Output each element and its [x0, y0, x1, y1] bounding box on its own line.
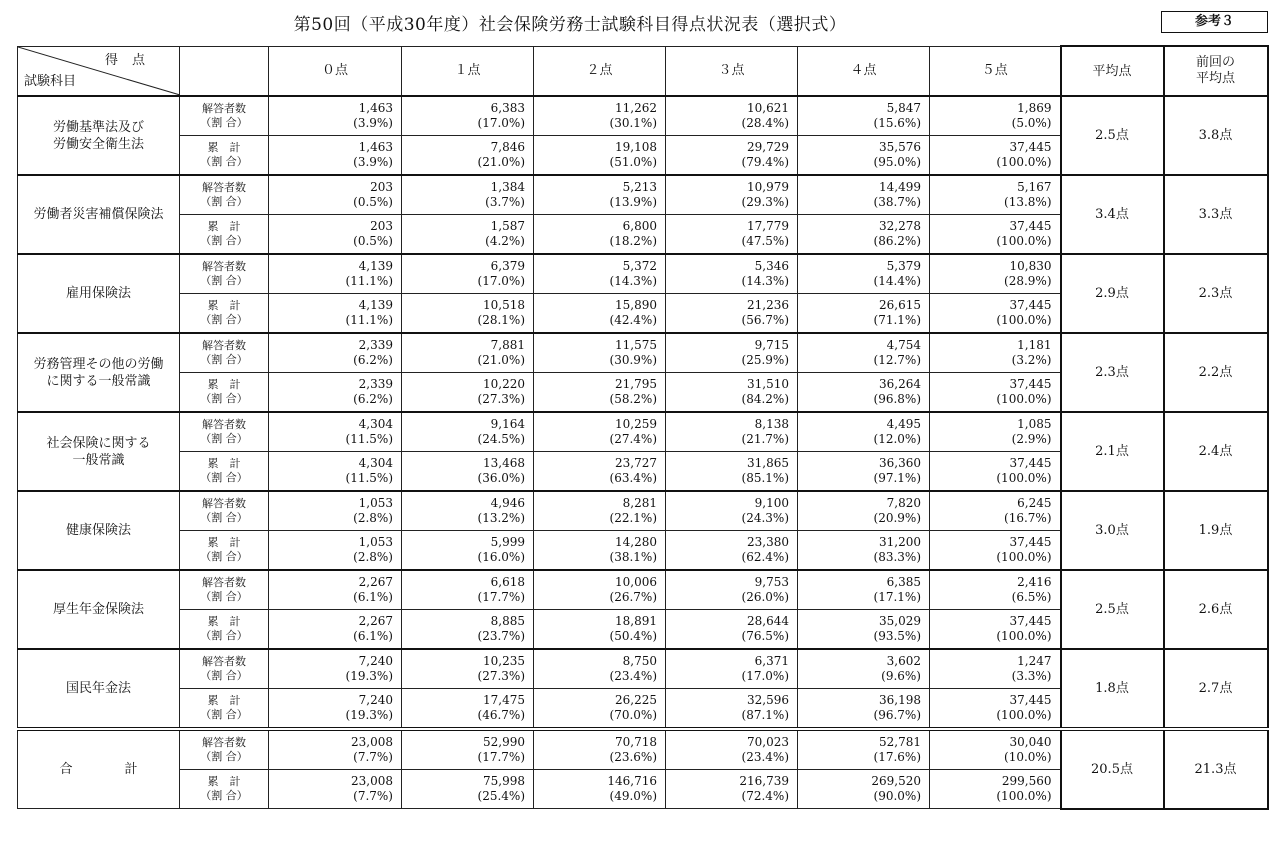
average-score: 2.5点 — [1061, 570, 1164, 649]
reference-label: 参考３ — [1161, 11, 1268, 33]
cumulative-count-cell: 36,360 (97.1%) — [798, 452, 930, 492]
row-label-answer: 解答者数 （割 合） — [180, 333, 269, 373]
cumulative-count-cell: 21,795 (58.2%) — [534, 373, 666, 413]
answer-count-cell: 1,053 (2.8%) — [269, 491, 402, 531]
answer-count-cell: 8,138 (21.7%) — [666, 412, 798, 452]
answer-count-cell: 3,602 (9.6%) — [798, 649, 930, 689]
row-label-cumulative: 累 計 （割 合） — [180, 610, 269, 650]
cumulative-count-cell: 21,236 (56.7%) — [666, 294, 798, 334]
subject-name: 労働者災害補償保険法 — [18, 175, 180, 254]
answer-count-cell: 23,008 (7.7%) — [269, 729, 402, 770]
row-label-header — [180, 46, 269, 96]
answer-count-cell: 6,371 (17.0%) — [666, 649, 798, 689]
cumulative-count-cell: 32,596 (87.1%) — [666, 689, 798, 730]
row-label-cumulative: 累 計 （割 合） — [180, 452, 269, 492]
cumulative-count-cell: 18,891 (50.4%) — [534, 610, 666, 650]
average-score: 3.0点 — [1061, 491, 1164, 570]
table-row — [18, 96, 1268, 136]
subject-name: 労務管理その他の労働 に関する一般常識 — [18, 333, 180, 412]
answer-count-cell: 11,262 (30.1%) — [534, 96, 666, 136]
answer-count-cell: 7,820 (20.9%) — [798, 491, 930, 531]
table-row — [18, 491, 1268, 531]
answer-count-cell: 4,946 (13.2%) — [402, 491, 534, 531]
cumulative-count-cell: 37,445 (100.0%) — [930, 610, 1061, 650]
cumulative-count-cell: 14,280 (38.1%) — [534, 531, 666, 571]
corner-score-label: 得点 — [104, 52, 159, 68]
table-row — [18, 333, 1268, 373]
answer-count-cell: 8,281 (22.1%) — [534, 491, 666, 531]
cumulative-count-cell: 75,998 (25.4%) — [402, 770, 534, 809]
cumulative-count-cell: 1,587 (4.2%) — [402, 215, 534, 255]
table-row — [18, 570, 1268, 610]
cumulative-count-cell: 37,445 (100.0%) — [930, 294, 1061, 334]
corner-cell — [18, 46, 180, 96]
cumulative-count-cell: 35,576 (95.0%) — [798, 136, 930, 176]
previous-average-score: 2.7点 — [1164, 649, 1268, 729]
cumulative-count-cell: 17,475 (46.7%) — [402, 689, 534, 730]
row-label-cumulative: 累 計 （割 合） — [180, 136, 269, 176]
table-row — [18, 649, 1268, 689]
answer-count-cell: 6,618 (17.7%) — [402, 570, 534, 610]
answer-count-cell: 5,379 (14.4%) — [798, 254, 930, 294]
answer-count-cell: 1,869 (5.0%) — [930, 96, 1061, 136]
answer-count-cell: 2,339 (6.2%) — [269, 333, 402, 373]
average-header: 平均点 — [1061, 46, 1164, 96]
row-label-answer: 解答者数 （割 合） — [180, 729, 269, 770]
row-label-answer: 解答者数 （割 合） — [180, 175, 269, 215]
answer-count-cell: 30,040 (10.0%) — [930, 729, 1061, 770]
cumulative-count-cell: 31,200 (83.3%) — [798, 531, 930, 571]
score-header-3: ３点 — [666, 46, 798, 96]
answer-count-cell: 5,167 (13.8%) — [930, 175, 1061, 215]
subject-name: 国民年金法 — [18, 649, 180, 729]
answer-count-cell: 9,164 (24.5%) — [402, 412, 534, 452]
score-table — [17, 45, 1269, 810]
table-body — [18, 96, 1268, 809]
answer-count-cell: 5,346 (14.3%) — [666, 254, 798, 294]
cumulative-count-cell: 146,716 (49.0%) — [534, 770, 666, 809]
cumulative-count-cell: 37,445 (100.0%) — [930, 215, 1061, 255]
answer-count-cell: 10,621 (28.4%) — [666, 96, 798, 136]
cumulative-count-cell: 35,029 (93.5%) — [798, 610, 930, 650]
header-row — [18, 46, 1268, 96]
cumulative-count-cell: 26,615 (71.1%) — [798, 294, 930, 334]
average-score: 20.5点 — [1061, 729, 1164, 809]
answer-count-cell: 9,715 (25.9%) — [666, 333, 798, 373]
answer-count-cell: 11,575 (30.9%) — [534, 333, 666, 373]
answer-count-cell: 4,754 (12.7%) — [798, 333, 930, 373]
previous-average-score: 2.2点 — [1164, 333, 1268, 412]
answer-count-cell: 1,384 (3.7%) — [402, 175, 534, 215]
average-score: 2.5点 — [1061, 96, 1164, 175]
answer-count-cell: 1,247 (3.3%) — [930, 649, 1061, 689]
row-label-answer: 解答者数 （割 合） — [180, 96, 269, 136]
cumulative-count-cell: 36,264 (96.8%) — [798, 373, 930, 413]
answer-count-cell: 6,379 (17.0%) — [402, 254, 534, 294]
answer-count-cell: 10,006 (26.7%) — [534, 570, 666, 610]
cumulative-count-cell: 13,468 (36.0%) — [402, 452, 534, 492]
answer-count-cell: 1,181 (3.2%) — [930, 333, 1061, 373]
subject-name: 雇用保険法 — [18, 254, 180, 333]
answer-count-cell: 7,240 (19.3%) — [269, 649, 402, 689]
row-label-cumulative: 累 計 （割 合） — [180, 689, 269, 730]
answer-count-cell: 70,023 (23.4%) — [666, 729, 798, 770]
answer-count-cell: 10,979 (29.3%) — [666, 175, 798, 215]
previous-average-score: 3.3点 — [1164, 175, 1268, 254]
cumulative-count-cell: 15,890 (42.4%) — [534, 294, 666, 334]
corner-subject-label: 試験科目 — [24, 73, 77, 89]
cumulative-count-cell: 28,644 (76.5%) — [666, 610, 798, 650]
answer-count-cell: 9,753 (26.0%) — [666, 570, 798, 610]
cumulative-count-cell: 6,800 (18.2%) — [534, 215, 666, 255]
row-label-answer: 解答者数 （割 合） — [180, 254, 269, 294]
cumulative-count-cell: 37,445 (100.0%) — [930, 452, 1061, 492]
cumulative-count-cell: 36,198 (96.7%) — [798, 689, 930, 730]
cumulative-count-cell: 37,445 (100.0%) — [930, 531, 1061, 571]
cumulative-count-cell: 19,108 (51.0%) — [534, 136, 666, 176]
answer-count-cell: 6,385 (17.1%) — [798, 570, 930, 610]
answer-count-cell: 5,213 (13.9%) — [534, 175, 666, 215]
row-label-cumulative: 累 計 （割 合） — [180, 215, 269, 255]
previous-average-score: 2.4点 — [1164, 412, 1268, 491]
cumulative-count-cell: 29,729 (79.4%) — [666, 136, 798, 176]
row-label-answer: 解答者数 （割 合） — [180, 649, 269, 689]
previous-average-score: 21.3点 — [1164, 729, 1268, 809]
answer-count-cell: 7,881 (21.0%) — [402, 333, 534, 373]
table-row — [18, 254, 1268, 294]
score-header-0: ０点 — [269, 46, 402, 96]
answer-count-cell: 52,781 (17.6%) — [798, 729, 930, 770]
answer-count-cell: 4,304 (11.5%) — [269, 412, 402, 452]
cumulative-count-cell: 7,240 (19.3%) — [269, 689, 402, 730]
answer-count-cell: 203 (0.5%) — [269, 175, 402, 215]
answer-count-cell: 6,383 (17.0%) — [402, 96, 534, 136]
cumulative-count-cell: 37,445 (100.0%) — [930, 373, 1061, 413]
cumulative-count-cell: 32,278 (86.2%) — [798, 215, 930, 255]
cumulative-count-cell: 26,225 (70.0%) — [534, 689, 666, 730]
answer-count-cell: 2,416 (6.5%) — [930, 570, 1061, 610]
subject-name: 健康保険法 — [18, 491, 180, 570]
cumulative-count-cell: 10,518 (28.1%) — [402, 294, 534, 334]
total-label: 合 計 — [18, 729, 180, 809]
cumulative-count-cell: 2,267 (6.1%) — [269, 610, 402, 650]
previous-average-score: 1.9点 — [1164, 491, 1268, 570]
score-header-2: ２点 — [534, 46, 666, 96]
cumulative-count-cell: 203 (0.5%) — [269, 215, 402, 255]
row-label-cumulative: 累 計 （割 合） — [180, 531, 269, 571]
answer-count-cell: 1,463 (3.9%) — [269, 96, 402, 136]
cumulative-count-cell: 4,304 (11.5%) — [269, 452, 402, 492]
row-label-cumulative: 累 計 （割 合） — [180, 373, 269, 413]
answer-count-cell: 14,499 (38.7%) — [798, 175, 930, 215]
answer-count-cell: 10,830 (28.9%) — [930, 254, 1061, 294]
cumulative-count-cell: 216,739 (72.4%) — [666, 770, 798, 809]
cumulative-count-cell: 10,220 (27.3%) — [402, 373, 534, 413]
subject-name: 社会保険に関する 一般常識 — [18, 412, 180, 491]
answer-count-cell: 4,139 (11.1%) — [269, 254, 402, 294]
answer-count-cell: 10,235 (27.3%) — [402, 649, 534, 689]
answer-count-cell: 8,750 (23.4%) — [534, 649, 666, 689]
row-label-answer: 解答者数 （割 合） — [180, 570, 269, 610]
cumulative-count-cell: 31,865 (85.1%) — [666, 452, 798, 492]
score-header-1: １点 — [402, 46, 534, 96]
answer-count-cell: 10,259 (27.4%) — [534, 412, 666, 452]
subject-name: 厚生年金保険法 — [18, 570, 180, 649]
row-label-cumulative: 累 計 （割 合） — [180, 294, 269, 334]
cumulative-count-cell: 299,560 (100.0%) — [930, 770, 1061, 809]
table-row — [18, 729, 1268, 770]
answer-count-cell: 52,990 (17.7%) — [402, 729, 534, 770]
answer-count-cell: 5,847 (15.6%) — [798, 96, 930, 136]
average-score: 2.9点 — [1061, 254, 1164, 333]
previous-average-score: 2.6点 — [1164, 570, 1268, 649]
cumulative-count-cell: 23,727 (63.4%) — [534, 452, 666, 492]
cumulative-count-cell: 5,999 (16.0%) — [402, 531, 534, 571]
answer-count-cell: 6,245 (16.7%) — [930, 491, 1061, 531]
answer-count-cell: 2,267 (6.1%) — [269, 570, 402, 610]
row-label-answer: 解答者数 （割 合） — [180, 412, 269, 452]
answer-count-cell: 9,100 (24.3%) — [666, 491, 798, 531]
row-label-answer: 解答者数 （割 合） — [180, 491, 269, 531]
cumulative-count-cell: 37,445 (100.0%) — [930, 689, 1061, 730]
cumulative-count-cell: 1,053 (2.8%) — [269, 531, 402, 571]
page-title: 第50回（平成30年度）社会保険労務士試験科目得点状況表（選択式） — [293, 15, 847, 35]
average-score: 2.1点 — [1061, 412, 1164, 491]
cumulative-count-cell: 23,008 (7.7%) — [269, 770, 402, 809]
row-label-cumulative: 累 計 （割 合） — [180, 770, 269, 809]
cumulative-count-cell: 17,779 (47.5%) — [666, 215, 798, 255]
answer-count-cell: 5,372 (14.3%) — [534, 254, 666, 294]
cumulative-count-cell: 31,510 (84.2%) — [666, 373, 798, 413]
cumulative-count-cell: 8,885 (23.7%) — [402, 610, 534, 650]
score-header-5: ５点 — [930, 46, 1061, 96]
subject-name: 労働基準法及び 労働安全衛生法 — [18, 96, 180, 175]
cumulative-count-cell: 37,445 (100.0%) — [930, 136, 1061, 176]
average-score: 3.4点 — [1061, 175, 1164, 254]
score-header-4: ４点 — [798, 46, 930, 96]
answer-count-cell: 70,718 (23.6%) — [534, 729, 666, 770]
cumulative-count-cell: 269,520 (90.0%) — [798, 770, 930, 809]
average-score: 2.3点 — [1061, 333, 1164, 412]
cumulative-count-cell: 4,139 (11.1%) — [269, 294, 402, 334]
table-row — [18, 412, 1268, 452]
cumulative-count-cell: 2,339 (6.2%) — [269, 373, 402, 413]
previous-average-score: 2.3点 — [1164, 254, 1268, 333]
previous-average-score: 3.8点 — [1164, 96, 1268, 175]
previous-average-header: 前回の 平均点 — [1164, 46, 1268, 96]
cumulative-count-cell: 23,380 (62.4%) — [666, 531, 798, 571]
answer-count-cell: 4,495 (12.0%) — [798, 412, 930, 452]
average-score: 1.8点 — [1061, 649, 1164, 729]
table-row — [18, 175, 1268, 215]
cumulative-count-cell: 7,846 (21.0%) — [402, 136, 534, 176]
cumulative-count-cell: 1,463 (3.9%) — [269, 136, 402, 176]
answer-count-cell: 1,085 (2.9%) — [930, 412, 1061, 452]
